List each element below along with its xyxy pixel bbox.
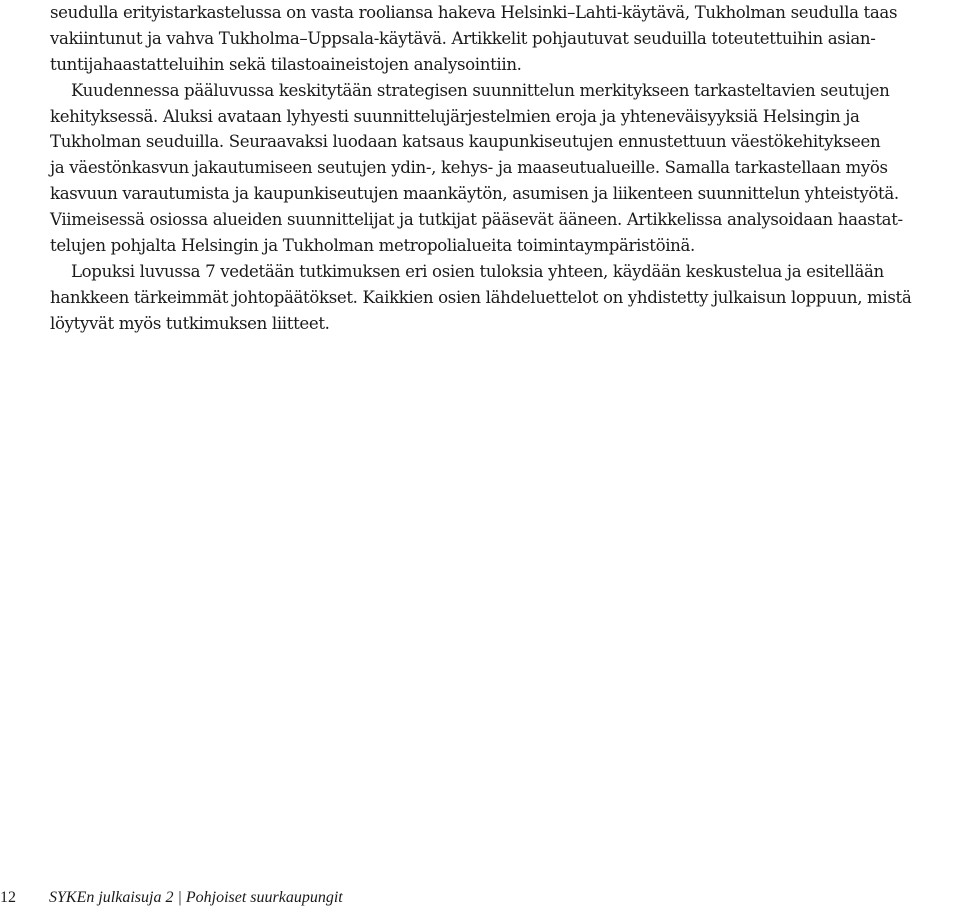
publication-series: SYKEn julkaisuja 2 | Pohjoiset suurkaupungit bbox=[49, 889, 343, 906]
text-line: kehityksessä. Aluksi avataan lyhyesti suunnittelujärjestelmien eroja ja yhteneväisyyksiä Helsingin ja bbox=[50, 106, 860, 126]
page-number: 12 bbox=[0, 889, 16, 906]
text-line: kasvuun varautumista ja kaupunkiseutujen maankäytön, asumisen ja liikenteen suunnittelun yhteistyötä. bbox=[50, 184, 899, 204]
body-text bbox=[50, 0, 960, 337]
text-line: vakiintunut ja vahva Tukholma–Uppsala-käytävä. Artikkelit pohjautuvat seuduilla toteutettuihin asian- bbox=[50, 28, 876, 48]
text-line: Viimeisessä osiossa alueiden suunnittelijat ja tutkijat pääsevät ääneen. Artikkelissa analysoidaan haastat- bbox=[50, 210, 903, 230]
text-line: Tukholman seuduilla. Seuraavaksi luodaan katsaus kaupunkiseutujen ennustettuun väestökehitykseen bbox=[50, 132, 881, 152]
text-line: tuntijahaastatteluihin sekä tilastoaineistojen analysointiin. bbox=[50, 54, 522, 74]
text-line: telujen pohjalta Helsingin ja Tukholman metropolialueita toimintaympäristöinä. bbox=[50, 236, 695, 256]
text-line: hankkeen tärkeimmät johtopäätökset. Kaikkien osien lähdeluettelot on yhdistetty julkaisun loppuun, mistä bbox=[50, 287, 912, 307]
text-line: seudulla erityistarkastelussa on vasta rooliansa hakeva Helsinki–Lahti-käytävä, Tukholman seudulla taas bbox=[50, 3, 898, 22]
paragraph-start-line: Lopuksi luvussa 7 vedetään tutkimuksen eri osien tuloksia yhteen, käydään keskustelua ja esitellään bbox=[71, 261, 884, 281]
paragraph-start-line: Kuudennessa pääluvussa keskitytään strategisen suunnittelun merkitykseen tarkasteltavien seutujen bbox=[71, 80, 890, 100]
text-line: ja väestönkasvun jakautumiseen seutujen ydin-, kehys- ja maaseutualueille. Samalla tarkastellaan myös bbox=[50, 158, 888, 178]
text-line: löytyvät myös tutkimuksen liitteet. bbox=[50, 313, 330, 333]
